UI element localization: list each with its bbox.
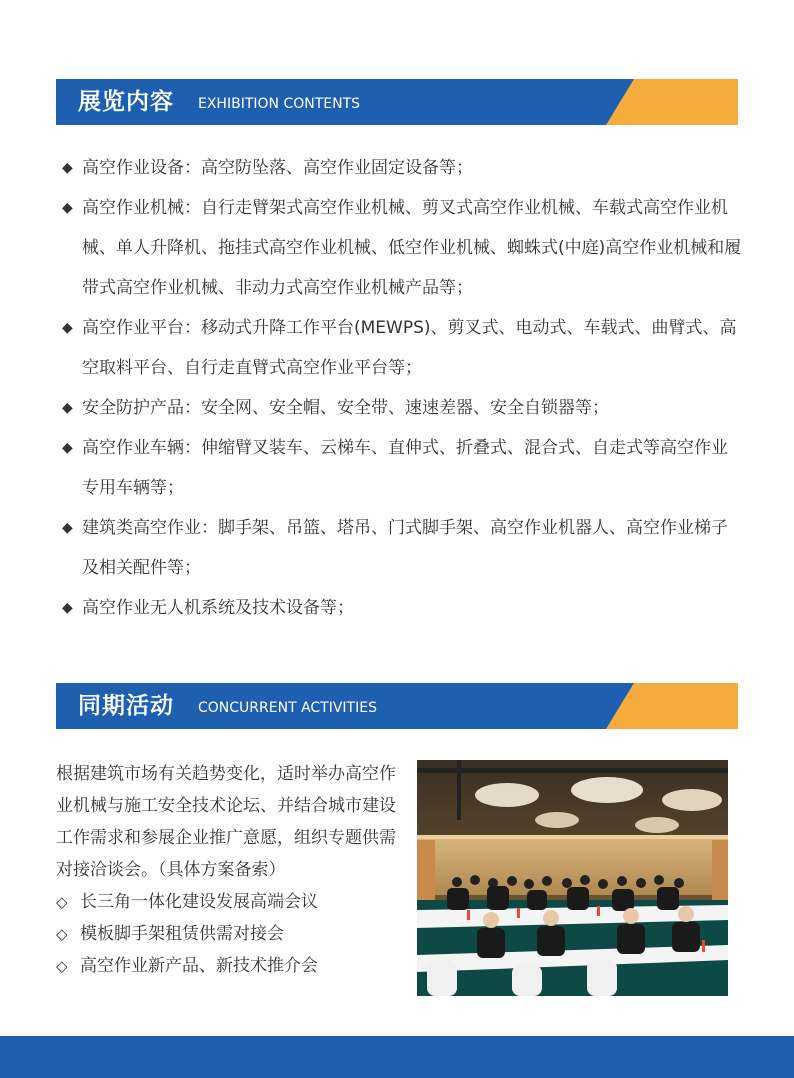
exhibition-section-header — [56, 79, 738, 125]
conference-photo — [417, 760, 728, 996]
exhibition-title-cn: 展览内容 — [78, 89, 174, 115]
activities-list — [56, 886, 404, 982]
exhibition-list — [62, 148, 742, 628]
list-item: ◆ 高空作业无人机系统及技术设备等； — [62, 588, 742, 628]
hollow-diamond-bullet-icon: ◇ — [56, 957, 68, 975]
diamond-bullet-icon: ◆ — [62, 200, 73, 216]
diamond-bullet-icon: ◆ — [62, 520, 73, 536]
list-item: ◆ 高空作业机械：自行走臂架式高空作业机械、剪叉式高空作业机械、车载式高空作业机械、单人升降机、拖挂式高空作业机械、低空作业机械、蜘蛛式(中庭)高空作业机械和履带式高空作业机械、非动力式高空作业机械产品等； — [62, 188, 742, 308]
hollow-diamond-bullet-icon: ◇ — [56, 893, 68, 911]
list-item: ◇ 长三角一体化建设发展高端会议 — [56, 886, 404, 918]
activities-title-cn: 同期活动 — [78, 693, 174, 719]
list-item: ◇ 高空作业新产品、新技术推介会 — [56, 950, 404, 982]
activities-body — [56, 758, 404, 982]
diamond-bullet-icon: ◆ — [62, 600, 73, 616]
list-item: ◆ 高空作业设备：高空防坠落、高空作业固定设备等； — [62, 148, 742, 188]
activities-title-en: CONCURRENT ACTIVITIES — [198, 700, 377, 716]
activities-intro: 根据建筑市场有关趋势变化，适时举办高空作业机械与施工安全技术论坛、并结合城市建设工作需求和参展企业推广意愿，组织专题供需对接洽谈会。（具体方案备索） — [56, 764, 396, 880]
list-item: ◆ 安全防护产品：安全网、安全帽、安全带、速速差器、安全自锁器等； — [62, 388, 742, 428]
list-item: ◆ 高空作业车辆：伸缩臂叉装车、云梯车、直伸式、折叠式、混合式、自走式等高空作业专用车辆等； — [62, 428, 742, 508]
list-item: ◆ 建筑类高空作业：脚手架、吊篮、塔吊、门式脚手架、高空作业机器人、高空作业梯子及相关配件等； — [62, 508, 742, 588]
list-item: ◆ 高空作业平台：移动式升降工作平台(MEWPS)、剪叉式、电动式、车载式、曲臂式、高空取料平台、自行走直臂式高空作业平台等； — [62, 308, 742, 388]
hollow-diamond-bullet-icon: ◇ — [56, 925, 68, 943]
diamond-bullet-icon: ◆ — [62, 440, 73, 456]
diamond-bullet-icon: ◆ — [62, 400, 73, 416]
exhibition-title-en: EXHIBITION CONTENTS — [198, 96, 361, 112]
activities-section-header — [56, 683, 738, 729]
diamond-bullet-icon: ◆ — [62, 160, 73, 176]
list-item: ◇ 模板脚手架租赁供需对接会 — [56, 918, 404, 950]
diamond-bullet-icon: ◆ — [62, 320, 73, 336]
footer-bar — [0, 1036, 794, 1078]
